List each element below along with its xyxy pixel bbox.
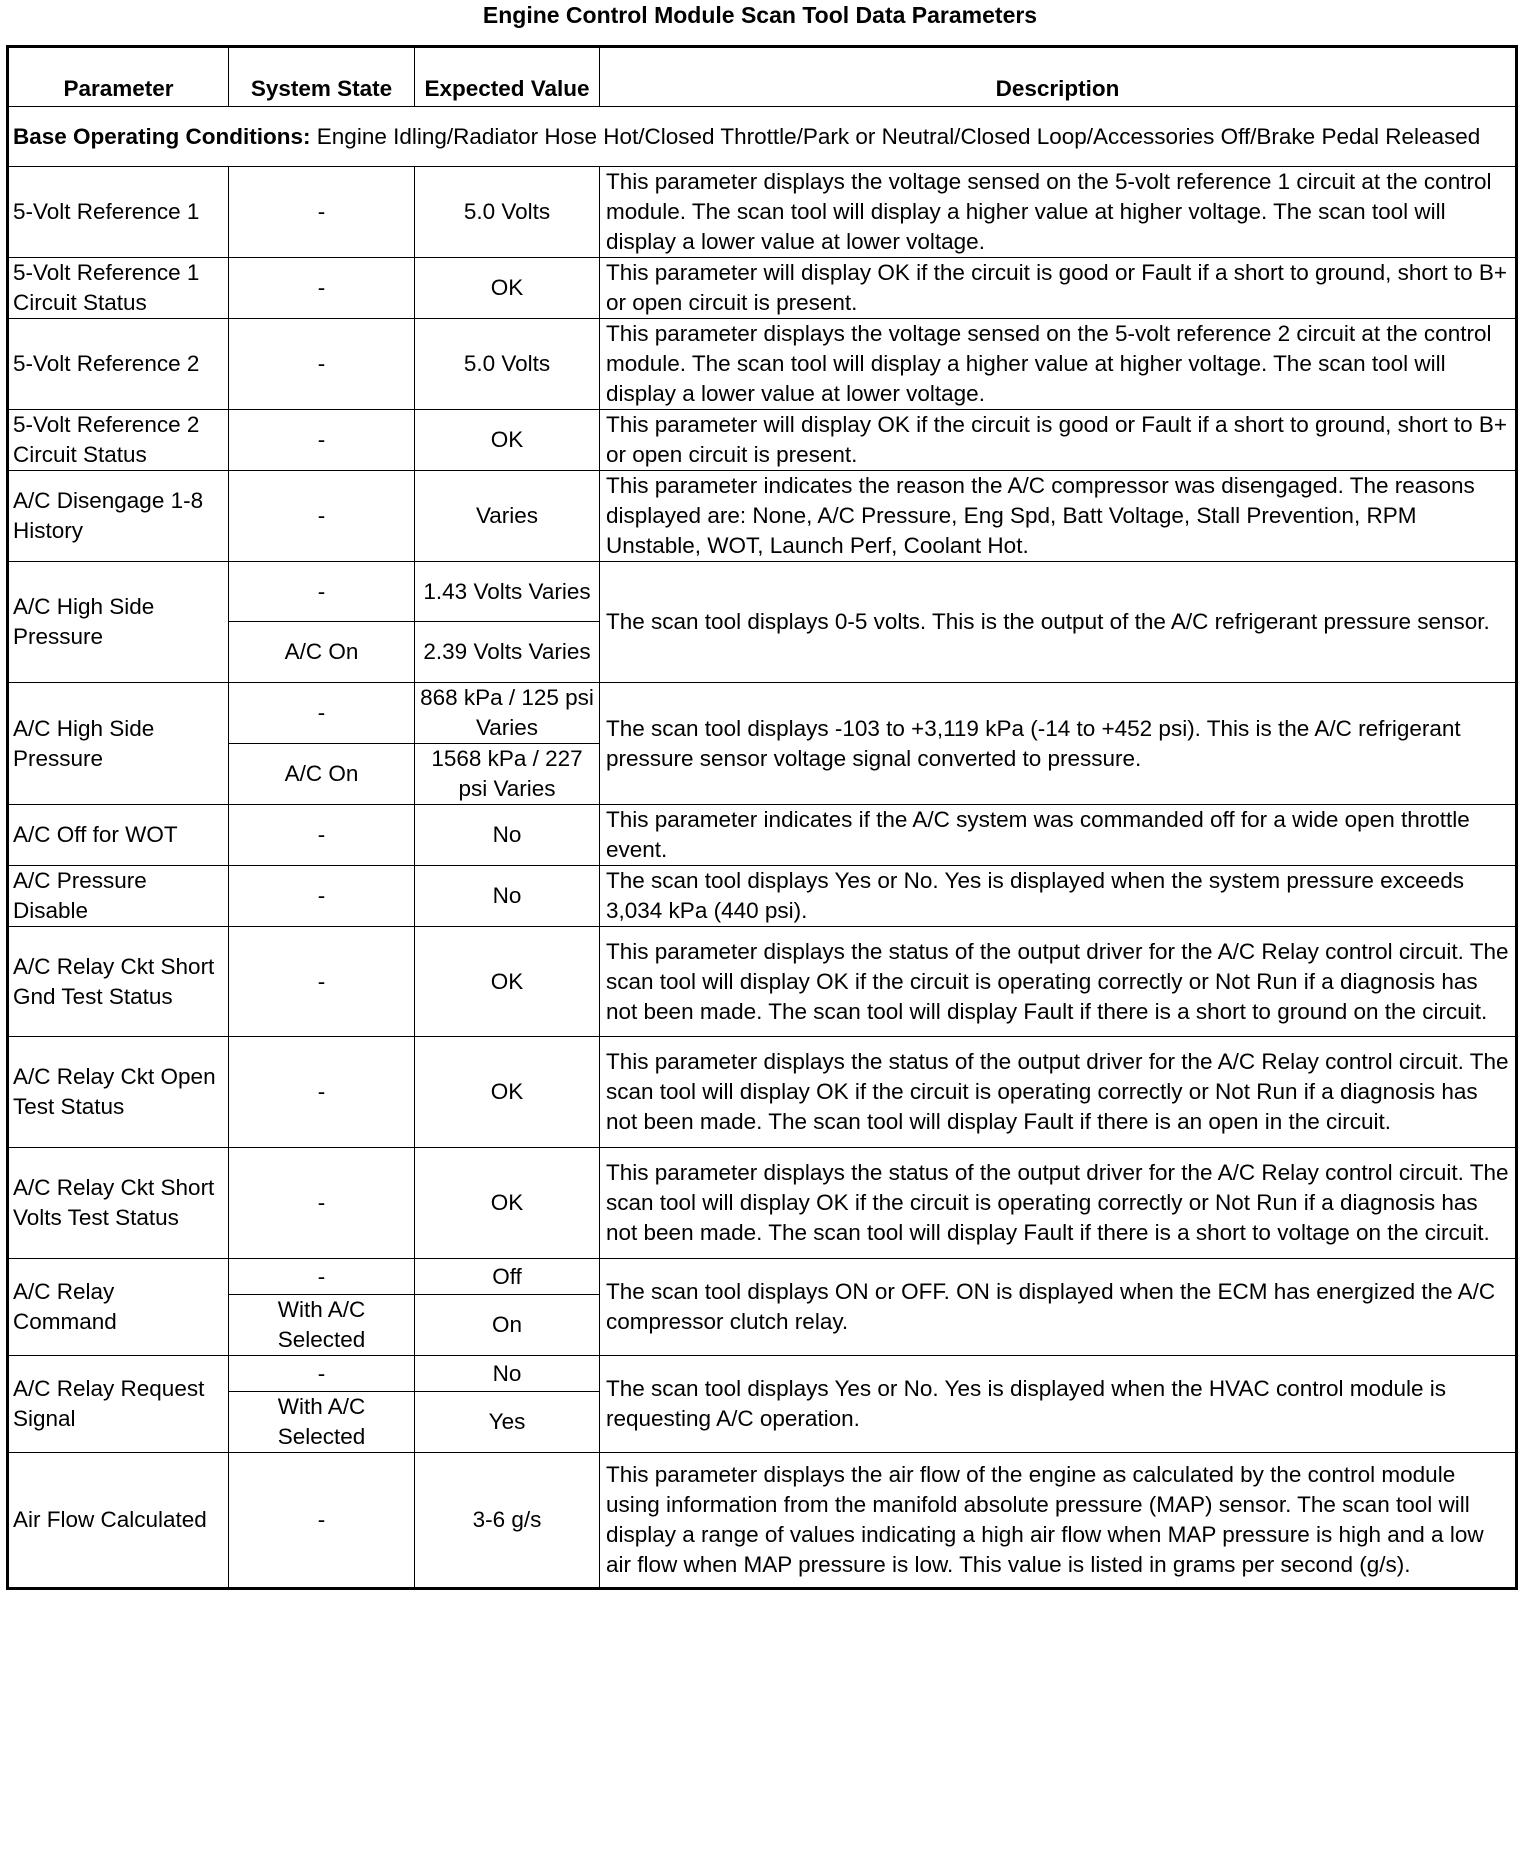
table-row bbox=[8, 471, 1517, 562]
description-cell: The scan tool displays ON or OFF. ON is displayed when the ECM has energized the A/C compressor clutch relay. bbox=[600, 1259, 1517, 1356]
expected-value-cell: OK bbox=[415, 258, 600, 319]
description-cell: This parameter displays the voltage sensed on the 5-volt reference 2 circuit at the control module. The scan tool will display a higher value at higher voltage. The scan tool will display a lower value at lower voltage. bbox=[600, 319, 1517, 410]
system-state-cell: - bbox=[229, 1453, 415, 1589]
expected-value-cell: Off bbox=[415, 1259, 600, 1295]
system-state-cell: - bbox=[229, 1356, 415, 1392]
parameter-cell: A/C Relay Request Signal bbox=[8, 1356, 229, 1453]
expected-value-cell: OK bbox=[415, 410, 600, 471]
expected-value-cell: 1.43 Volts Varies bbox=[415, 562, 600, 622]
parameter-cell: 5-Volt Reference 2 bbox=[8, 319, 229, 410]
expected-value-cell: On bbox=[415, 1295, 600, 1356]
expected-value-cell: OK bbox=[415, 1148, 600, 1259]
expected-value-cell: 2.39 Volts Varies bbox=[415, 622, 600, 683]
expected-value-cell: OK bbox=[415, 1037, 600, 1148]
table-row bbox=[8, 805, 1517, 866]
table-row bbox=[8, 927, 1517, 1037]
parameter-cell: A/C Off for WOT bbox=[8, 805, 229, 866]
system-state-cell: - bbox=[229, 1259, 415, 1295]
system-state-cell: - bbox=[229, 805, 415, 866]
description-cell: This parameter indicates the reason the A/C compressor was disengaged. The reasons displayed are: None, A/C Pressure, Eng Spd, Batt Voltage, Stall Prevention, RPM Unstable, WOT, Launch Perf, Coolant Hot. bbox=[600, 471, 1517, 562]
table-row bbox=[8, 1453, 1517, 1589]
parameter-cell: A/C Disengage 1-8 History bbox=[8, 471, 229, 562]
table-row bbox=[8, 866, 1517, 927]
description-cell: The scan tool displays 0-5 volts. This is the output of the A/C refrigerant pressure sensor. bbox=[600, 562, 1517, 683]
table-row bbox=[8, 319, 1517, 410]
parameter-cell: A/C High Side Pressure bbox=[8, 683, 229, 805]
parameter-cell: A/C Relay Ckt Short Gnd Test Status bbox=[8, 927, 229, 1037]
base-operating-conditions bbox=[8, 107, 1517, 167]
system-state-cell: - bbox=[229, 319, 415, 410]
system-state-cell: - bbox=[229, 562, 415, 622]
system-state-cell: - bbox=[229, 1037, 415, 1148]
table-row bbox=[8, 562, 1517, 622]
description-cell: This parameter will display OK if the circuit is good or Fault if a short to ground, short to B+ or open circuit is present. bbox=[600, 258, 1517, 319]
parameter-cell: A/C Relay Command bbox=[8, 1259, 229, 1356]
description-cell: This parameter displays the status of the output driver for the A/C Relay control circuit. The scan tool will display OK if the circuit is operating correctly or Not Run if a diagnosis has not been made. The scan tool will display Fault if there is an open in the circuit. bbox=[600, 1037, 1517, 1148]
table-row bbox=[8, 258, 1517, 319]
table-row bbox=[8, 167, 1517, 258]
document-title: Engine Control Module Scan Tool Data Parameters bbox=[482, 2, 1038, 28]
description-cell: The scan tool displays Yes or No. Yes is displayed when the HVAC control module is requesting A/C operation. bbox=[600, 1356, 1517, 1453]
description-cell: This parameter displays the voltage sensed on the 5-volt reference 1 circuit at the control module. The scan tool will display a higher value at higher voltage. The scan tool will display a lower value at lower voltage. bbox=[600, 167, 1517, 258]
parameter-cell: A/C High Side Pressure bbox=[8, 562, 229, 683]
system-state-cell: With A/C Selected bbox=[229, 1295, 415, 1356]
description-cell: This parameter displays the air flow of the engine as calculated by the control module using information from the manifold absolute pressure (MAP) sensor. The scan tool will display a range of values indicating a high air flow when MAP pressure is high and a low air flow when MAP pressure is low. This value is listed in grams per second (g/s). bbox=[600, 1453, 1517, 1589]
expected-value-cell: OK bbox=[415, 927, 600, 1037]
expected-value-cell: No bbox=[415, 866, 600, 927]
description-cell: This parameter indicates if the A/C system was commanded off for a wide open throttle event. bbox=[600, 805, 1517, 866]
system-state-cell: - bbox=[229, 1148, 415, 1259]
expected-value-cell: Yes bbox=[415, 1392, 600, 1453]
header-system-state: System State bbox=[229, 47, 415, 107]
system-state-cell: - bbox=[229, 471, 415, 562]
table-row bbox=[8, 1259, 1517, 1295]
description-cell: The scan tool displays -103 to +3,119 kPa (-14 to +452 psi). This is the A/C refrigerant pressure sensor voltage signal converted to pressure. bbox=[600, 683, 1517, 805]
table-row bbox=[8, 1148, 1517, 1259]
system-state-cell: A/C On bbox=[229, 622, 415, 683]
system-state-cell: With A/C Selected bbox=[229, 1392, 415, 1453]
expected-value-cell: No bbox=[415, 1356, 600, 1392]
expected-value-cell: 3-6 g/s bbox=[415, 1453, 600, 1589]
system-state-cell: - bbox=[229, 866, 415, 927]
base-conditions-label: Base Operating Conditions: bbox=[13, 123, 311, 149]
expected-value-cell: Varies bbox=[415, 471, 600, 562]
parameter-cell: A/C Relay Ckt Open Test Status bbox=[8, 1037, 229, 1148]
parameter-cell: 5-Volt Reference 1 bbox=[8, 167, 229, 258]
header-expected-value: Expected Value bbox=[415, 47, 600, 107]
expected-value-cell: 868 kPa / 125 psi Varies bbox=[415, 683, 600, 744]
parameter-cell: A/C Relay Ckt Short Volts Test Status bbox=[8, 1148, 229, 1259]
system-state-cell: - bbox=[229, 927, 415, 1037]
parameter-cell: Air Flow Calculated bbox=[8, 1453, 229, 1589]
parameter-cell: 5-Volt Reference 2 Circuit Status bbox=[8, 410, 229, 471]
table-row bbox=[8, 1037, 1517, 1148]
table-row bbox=[8, 1356, 1517, 1392]
system-state-cell: - bbox=[229, 167, 415, 258]
header-parameter: Parameter bbox=[8, 47, 229, 107]
expected-value-cell: No bbox=[415, 805, 600, 866]
parameter-cell: A/C Pressure Disable bbox=[8, 866, 229, 927]
base-conditions-text: Engine Idling/Radiator Hose Hot/Closed Throttle/Park or Neutral/Closed Loop/Accessories Off/Brake Pedal Released bbox=[310, 123, 1481, 149]
description-cell: The scan tool displays Yes or No. Yes is displayed when the system pressure exceeds 3,034 kPa (440 psi). bbox=[600, 866, 1517, 927]
parameter-cell: 5-Volt Reference 1 Circuit Status bbox=[8, 258, 229, 319]
description-cell: This parameter displays the status of the output driver for the A/C Relay control circuit. The scan tool will display OK if the circuit is operating correctly or Not Run if a diagnosis has not been made. The scan tool will display Fault if there is a short to voltage on the circuit. bbox=[600, 1148, 1517, 1259]
description-cell: This parameter will display OK if the circuit is good or Fault if a short to ground, short to B+ or open circuit is present. bbox=[600, 410, 1517, 471]
header-description: Description bbox=[600, 47, 1517, 107]
system-state-cell: - bbox=[229, 683, 415, 744]
expected-value-cell: 1568 kPa / 227 psi Varies bbox=[415, 744, 600, 805]
expected-value-cell: 5.0 Volts bbox=[415, 167, 600, 258]
table-row bbox=[8, 410, 1517, 471]
system-state-cell: - bbox=[229, 258, 415, 319]
expected-value-cell: 5.0 Volts bbox=[415, 319, 600, 410]
system-state-cell: - bbox=[229, 410, 415, 471]
table-row bbox=[8, 683, 1517, 744]
system-state-cell: A/C On bbox=[229, 744, 415, 805]
scan-tool-data-table bbox=[6, 45, 1518, 1590]
description-cell: This parameter displays the status of the output driver for the A/C Relay control circuit. The scan tool will display OK if the circuit is operating correctly or Not Run if a diagnosis has not been made. The scan tool will display Fault if there is a short to ground on the circuit. bbox=[600, 927, 1517, 1037]
